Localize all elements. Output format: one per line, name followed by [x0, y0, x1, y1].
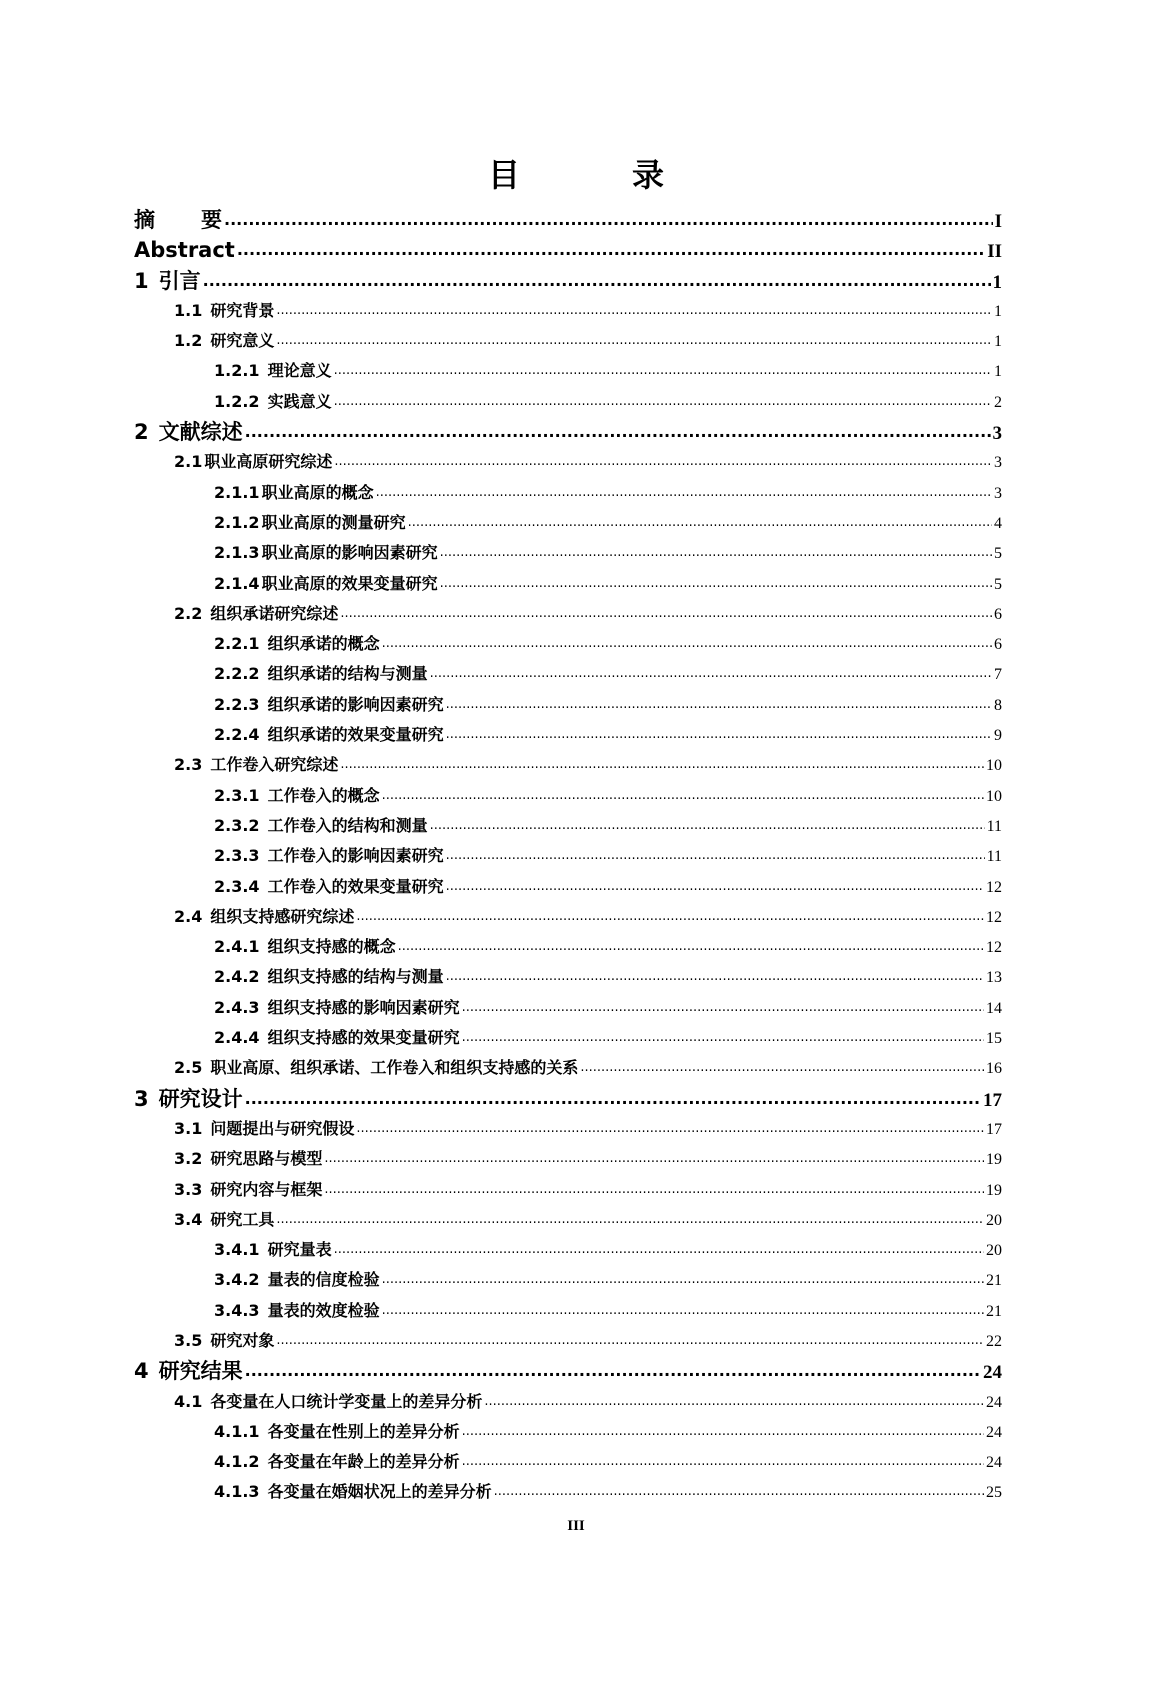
toc-entry-number: 1	[134, 268, 149, 293]
dot-leader	[334, 356, 992, 386]
dot-leader	[376, 478, 992, 508]
table-of-contents	[134, 205, 1002, 1508]
toc-entry-page: 3	[994, 484, 1002, 502]
toc-entry-page: 13	[986, 969, 1002, 987]
toc-entry-number: 2.2	[174, 603, 203, 623]
toc-entry-number: 2.4.2	[214, 967, 260, 987]
toc-entry-label: 工作卷入的效果变量研究	[267, 876, 444, 896]
toc-entry-page: I	[994, 211, 1002, 232]
toc-entry-label: 工作卷入的概念	[267, 785, 380, 805]
toc-entry[interactable]	[134, 508, 1002, 538]
toc-entry-number: 4.1.1	[214, 1421, 260, 1441]
toc-entry-number: 2.4.4	[214, 1028, 260, 1048]
dot-leader	[382, 1265, 984, 1295]
toc-entry-page: 10	[986, 757, 1002, 775]
toc-entry[interactable]	[134, 1387, 1002, 1417]
toc-entry-number: 4.1.2	[214, 1452, 260, 1472]
dot-leader	[276, 1326, 984, 1356]
toc-entry-page: 1	[994, 333, 1002, 351]
toc-entry-label: 引言	[158, 268, 201, 293]
toc-entry-page: 12	[986, 908, 1002, 926]
toc-entry-number: 2.4.3	[214, 997, 260, 1017]
toc-entry[interactable]	[134, 750, 1002, 780]
dot-leader	[446, 962, 984, 992]
dot-leader	[340, 750, 984, 780]
toc-entry-number: 2.3.4	[214, 876, 260, 896]
toc-entry[interactable]	[134, 356, 1002, 386]
toc-entry-number: 1.2.1	[214, 361, 260, 381]
toc-entry[interactable]	[134, 962, 1002, 992]
toc-entry-number: 2.1.4	[214, 573, 260, 593]
dot-leader	[446, 841, 985, 871]
toc-entry-number: 2.3.1	[214, 785, 260, 805]
toc-entry-page: 24	[983, 1362, 1002, 1384]
toc-entry-page: 8	[994, 696, 1002, 714]
toc-entry-label: 各变量在婚姻状况上的差异分析	[267, 1482, 492, 1502]
toc-entry-number: 2.2.1	[214, 634, 260, 654]
toc-entry-label: 职业高原的测量研究	[261, 512, 406, 532]
toc-entry-page: 5	[994, 545, 1002, 563]
toc-entry-label: 组织承诺的结构与测量	[267, 664, 428, 684]
toc-entry-number: 3.4.1	[214, 1240, 260, 1260]
toc-entry-page: 21	[986, 1302, 1002, 1320]
toc-entry-page: 12	[986, 878, 1002, 896]
toc-entry[interactable]	[134, 811, 1002, 841]
toc-entry[interactable]	[134, 1296, 1002, 1326]
toc-entry[interactable]	[134, 1265, 1002, 1295]
dot-leader	[462, 1417, 984, 1447]
toc-entry-page: 24	[986, 1393, 1002, 1411]
toc-entry-label: 组织承诺的影响因素研究	[267, 694, 444, 714]
toc-entry-page: 2	[994, 393, 1002, 411]
toc-entry[interactable]	[134, 447, 1002, 477]
toc-entry-number: 3.5	[174, 1330, 203, 1350]
dot-leader	[356, 1114, 984, 1144]
toc-entry[interactable]	[134, 1356, 1002, 1386]
toc-entry-label: 研究思路与模型	[210, 1149, 323, 1169]
toc-entry[interactable]	[134, 266, 1002, 296]
toc-entry[interactable]	[134, 1447, 1002, 1477]
toc-entry[interactable]	[134, 1144, 1002, 1174]
toc-entry-page: 1	[994, 363, 1002, 381]
dot-leader	[276, 296, 992, 326]
toc-entry-page: 24	[986, 1423, 1002, 1441]
toc-entry-label: 研究设计	[158, 1086, 243, 1111]
toc-entry-number: 3.4	[174, 1209, 203, 1229]
dot-leader	[440, 538, 992, 568]
toc-entry-label: 量表的效度检验	[267, 1300, 380, 1320]
toc-entry-number: 2.2.4	[214, 725, 260, 745]
toc-entry-page: 3	[992, 423, 1002, 445]
toc-entry-number: 2.3	[174, 755, 203, 775]
dot-leader	[484, 1387, 984, 1417]
toc-entry-label: 工作卷入研究综述	[210, 755, 339, 775]
toc-entry-page: 7	[994, 666, 1002, 684]
dot-leader	[580, 1053, 984, 1083]
toc-entry-page: 10	[986, 787, 1002, 805]
dot-leader	[334, 1235, 984, 1265]
toc-entry-number: 2.2.2	[214, 664, 260, 684]
dot-leader	[462, 993, 984, 1023]
toc-entry-label: 组织承诺研究综述	[210, 603, 339, 623]
toc-entry[interactable]	[134, 205, 1002, 235]
toc-entry-page: 17	[986, 1120, 1002, 1138]
toc-entry-label: 工作卷入的结构和测量	[267, 815, 428, 835]
toc-entry-page: 11	[986, 848, 1002, 866]
toc-entry-page: 24	[986, 1454, 1002, 1472]
dot-leader	[382, 629, 992, 659]
toc-entry[interactable]	[134, 326, 1002, 356]
toc-entry[interactable]	[134, 872, 1002, 902]
toc-entry[interactable]	[134, 417, 1002, 447]
dot-leader	[462, 1447, 984, 1477]
toc-entry-page: 6	[994, 605, 1002, 623]
dot-leader	[356, 902, 984, 932]
toc-entry-label: 职业高原的效果变量研究	[261, 573, 438, 593]
toc-entry[interactable]	[134, 538, 1002, 568]
toc-entry-number: 2.1.1	[214, 482, 260, 502]
dot-leader	[203, 266, 991, 296]
toc-entry-number: 4.1.3	[214, 1482, 260, 1502]
toc-entry[interactable]	[134, 781, 1002, 811]
dot-leader	[462, 1023, 984, 1053]
toc-entry-page: 1	[992, 271, 1002, 293]
toc-entry-label: 工作卷入的影响因素研究	[267, 846, 444, 866]
toc-entry-number: 4.1	[174, 1391, 203, 1411]
toc-entry-page: 6	[994, 636, 1002, 654]
toc-entry[interactable]	[134, 993, 1002, 1023]
toc-entry[interactable]	[134, 1477, 1002, 1507]
toc-entry[interactable]	[134, 1084, 1002, 1114]
toc-entry-label: Abstract	[134, 238, 235, 263]
toc-entry-page: II	[987, 241, 1002, 263]
toc-entry-label: 研究背景	[210, 300, 275, 320]
toc-entry-number: 1.2.2	[214, 391, 260, 411]
toc-entry-label: 实践意义	[267, 391, 332, 411]
toc-entry-label: 组织承诺的效果变量研究	[267, 725, 444, 745]
toc-entry-page: 17	[983, 1089, 1002, 1111]
toc-entry-page: 1	[994, 302, 1002, 320]
toc-entry-label: 各变量在年龄上的差异分析	[267, 1452, 460, 1472]
toc-entry-label: 研究意义	[210, 331, 275, 351]
toc-entry-number: 3.3	[174, 1179, 203, 1199]
toc-entry[interactable]	[134, 1175, 1002, 1205]
toc-entry-number: 4	[134, 1359, 149, 1384]
toc-entry-number: 2.4.1	[214, 937, 260, 957]
dot-leader	[276, 326, 992, 356]
dot-leader	[224, 205, 993, 235]
dot-leader	[334, 447, 992, 477]
toc-entry-number: 3.1	[174, 1118, 203, 1138]
page-title	[0, 150, 1152, 196]
dot-leader	[446, 690, 992, 720]
toc-entry-label: 各变量在人口统计学变量上的差异分析	[210, 1391, 483, 1411]
page-number: III	[567, 1518, 585, 1534]
toc-entry-page: 9	[994, 727, 1002, 745]
dot-leader	[245, 417, 991, 447]
toc-entry-label: 组织支持感的概念	[267, 937, 396, 957]
toc-entry-label: 量表的信度检验	[267, 1270, 380, 1290]
dot-leader	[245, 1084, 981, 1114]
toc-entry-label: 问题提出与研究假设	[210, 1118, 355, 1138]
dot-leader	[324, 1175, 984, 1205]
toc-entry-label: 研究内容与框架	[210, 1179, 323, 1199]
toc-entry[interactable]	[134, 1326, 1002, 1356]
toc-entry-number: 1.2	[174, 331, 203, 351]
toc-entry[interactable]	[134, 1023, 1002, 1053]
toc-entry-number: 2.1	[174, 452, 203, 472]
toc-entry-label: 文献综述	[158, 420, 243, 445]
toc-entry-number: 2.3.2	[214, 815, 260, 835]
toc-entry[interactable]	[134, 296, 1002, 326]
dot-leader	[494, 1477, 984, 1507]
toc-entry[interactable]	[134, 1235, 1002, 1265]
toc-entry-page: 12	[986, 939, 1002, 957]
toc-entry-label: 组织支持感研究综述	[210, 906, 355, 926]
toc-entry-label: 组织承诺的概念	[267, 634, 380, 654]
toc-entry-page: 21	[986, 1272, 1002, 1290]
dot-leader	[440, 569, 992, 599]
toc-entry-label: 职业高原的概念	[261, 482, 374, 502]
toc-entry[interactable]	[134, 720, 1002, 750]
toc-entry-number: 摘	[134, 208, 155, 232]
dot-leader	[430, 811, 985, 841]
toc-entry-label: 组织支持感的结构与测量	[267, 967, 444, 987]
title-char-2: 录	[632, 156, 665, 194]
dot-leader	[408, 508, 992, 538]
toc-entry[interactable]	[134, 387, 1002, 417]
toc-entry[interactable]	[134, 659, 1002, 689]
toc-entry-number: 3.2	[174, 1149, 203, 1169]
toc-entry[interactable]	[134, 235, 1002, 265]
toc-entry[interactable]	[134, 1417, 1002, 1447]
toc-entry-page: 4	[994, 514, 1002, 532]
toc-entry-number: 2.1.3	[214, 543, 260, 563]
toc-entry-page: 11	[986, 817, 1002, 835]
toc-entry[interactable]	[134, 1053, 1002, 1083]
toc-entry-page: 16	[986, 1060, 1002, 1078]
dot-leader	[398, 932, 984, 962]
toc-entry[interactable]	[134, 629, 1002, 659]
toc-entry-page: 19	[986, 1181, 1002, 1199]
toc-entry-label: 研究对象	[210, 1330, 275, 1350]
toc-entry-page: 25	[986, 1484, 1002, 1502]
toc-entry-page: 5	[994, 575, 1002, 593]
toc-entry-page: 22	[986, 1332, 1002, 1350]
toc-entry[interactable]	[134, 1114, 1002, 1144]
toc-entry[interactable]	[134, 478, 1002, 508]
toc-entry[interactable]	[134, 569, 1002, 599]
toc-entry[interactable]	[134, 599, 1002, 629]
toc-entry-page: 19	[986, 1151, 1002, 1169]
dot-leader	[430, 659, 992, 689]
toc-entry-page: 20	[986, 1211, 1002, 1229]
toc-entry-number: 2.1.2	[214, 512, 260, 532]
dot-leader	[334, 387, 992, 417]
dot-leader	[324, 1144, 984, 1174]
toc-entry-number: 2.4	[174, 906, 203, 926]
dot-leader	[245, 1356, 981, 1386]
toc-entry-page: 3	[994, 454, 1002, 472]
dot-leader	[382, 1296, 984, 1326]
toc-entry-number: 2.3.3	[214, 846, 260, 866]
toc-entry-number: 3	[134, 1086, 149, 1111]
dot-leader	[446, 872, 984, 902]
toc-entry[interactable]	[134, 932, 1002, 962]
dot-leader	[276, 1205, 984, 1235]
toc-entry[interactable]	[134, 841, 1002, 871]
toc-entry-label: 职业高原、组织承诺、工作卷入和组织支持感的关系	[210, 1058, 579, 1078]
toc-entry-label: 各变量在性别上的差异分析	[267, 1421, 460, 1441]
dot-leader	[340, 599, 992, 629]
dot-leader	[237, 235, 985, 265]
toc-entry-label: 理论意义	[267, 361, 332, 381]
toc-entry-label: 研究量表	[267, 1240, 332, 1260]
toc-entry-label: 组织支持感的影响因素研究	[267, 997, 460, 1017]
toc-entry-label: 职业高原研究综述	[204, 452, 333, 472]
toc-entry-page: 14	[986, 999, 1002, 1017]
toc-entry[interactable]	[134, 1205, 1002, 1235]
toc-entry-number: 3.4.3	[214, 1300, 260, 1320]
dot-leader	[446, 720, 992, 750]
toc-entry-label: 要	[201, 208, 222, 232]
toc-entry-page: 15	[986, 1030, 1002, 1048]
toc-entry[interactable]	[134, 902, 1002, 932]
toc-entry-label: 研究工具	[210, 1209, 275, 1229]
toc-entry-number: 1.1	[174, 300, 203, 320]
toc-entry-label: 研究结果	[158, 1359, 243, 1384]
toc-entry-number: 2	[134, 420, 149, 445]
toc-entry-number: 2.2.3	[214, 694, 260, 714]
toc-entry-label: 职业高原的影响因素研究	[261, 543, 438, 563]
toc-entry-label: 组织支持感的效果变量研究	[267, 1028, 460, 1048]
title-char-1: 目	[487, 156, 520, 194]
toc-entry-number: 2.5	[174, 1058, 203, 1078]
toc-entry-number: 3.4.2	[214, 1270, 260, 1290]
toc-entry[interactable]	[134, 690, 1002, 720]
toc-entry-page: 20	[986, 1242, 1002, 1260]
dot-leader	[382, 781, 984, 811]
